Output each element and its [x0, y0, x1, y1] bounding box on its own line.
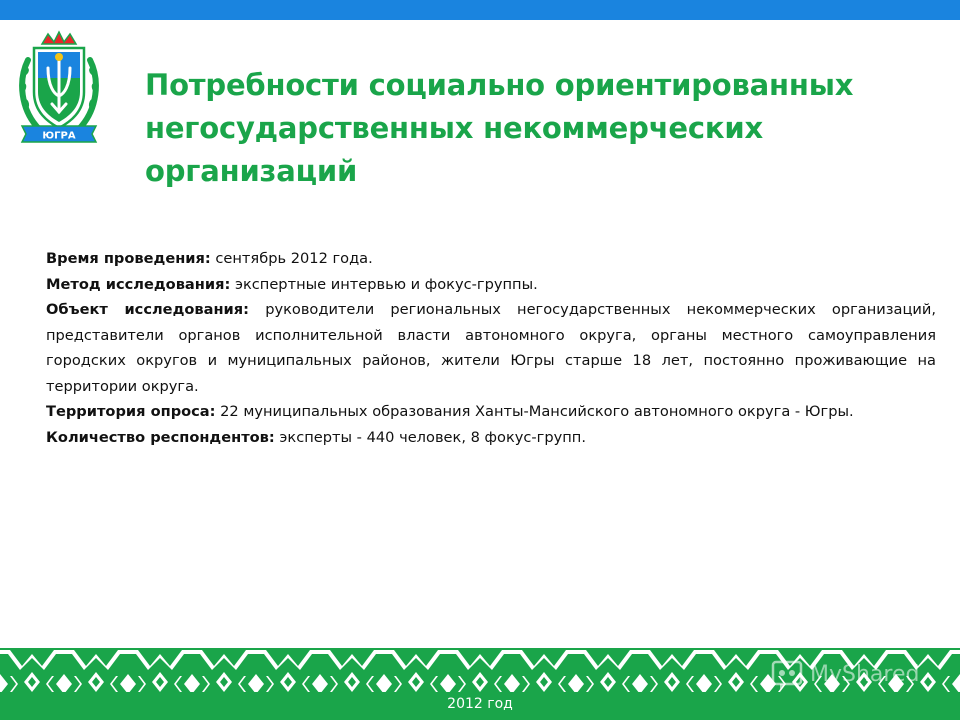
- detail-value: эксперты - 440 человек, 8 фокус-групп.: [279, 428, 586, 446]
- ugra-coat-of-arms-icon: [14, 30, 104, 148]
- detail-label: Количество респондентов:: [46, 428, 275, 446]
- detail-value: сентябрь 2012 года.: [215, 250, 373, 267]
- watermark: [770, 656, 919, 692]
- detail-item-territory: [46, 399, 936, 425]
- myshared-logo-icon: [770, 657, 804, 691]
- emblem-ribbon-text: ЮГРА: [42, 130, 76, 142]
- top-accent-bar: [0, 0, 960, 20]
- detail-label: Территория опроса:: [46, 403, 216, 420]
- detail-value: руководители региональных негосударственных некоммерческих организаций, представители органов исполнительной власти автономного округа, органы местного самоуправления городских округов и муниципальных районов, жители Югры старше 18 лет, постоянно проживающие на территории округа.: [46, 301, 936, 395]
- detail-value: экспертные интервью и фокус-группы.: [234, 275, 538, 293]
- page-title: Потребности социально ориентированных негосударственных некоммерческих организаций: [145, 68, 854, 188]
- survey-details: [46, 246, 936, 450]
- detail-item-object: [46, 297, 936, 399]
- detail-item-method: [46, 272, 936, 298]
- footer-year: 2012 год: [447, 696, 513, 712]
- detail-item-respondents: [46, 425, 936, 451]
- detail-label: Время проведения:: [46, 250, 211, 267]
- detail-label: Метод исследования:: [46, 275, 231, 293]
- detail-item-time: [46, 246, 936, 272]
- detail-label: Объект исследования:: [46, 301, 249, 318]
- watermark-text: MyShared: [810, 661, 920, 687]
- detail-value: 22 муниципальных образования Ханты-Мансийского автономного округа - Югры.: [220, 403, 854, 420]
